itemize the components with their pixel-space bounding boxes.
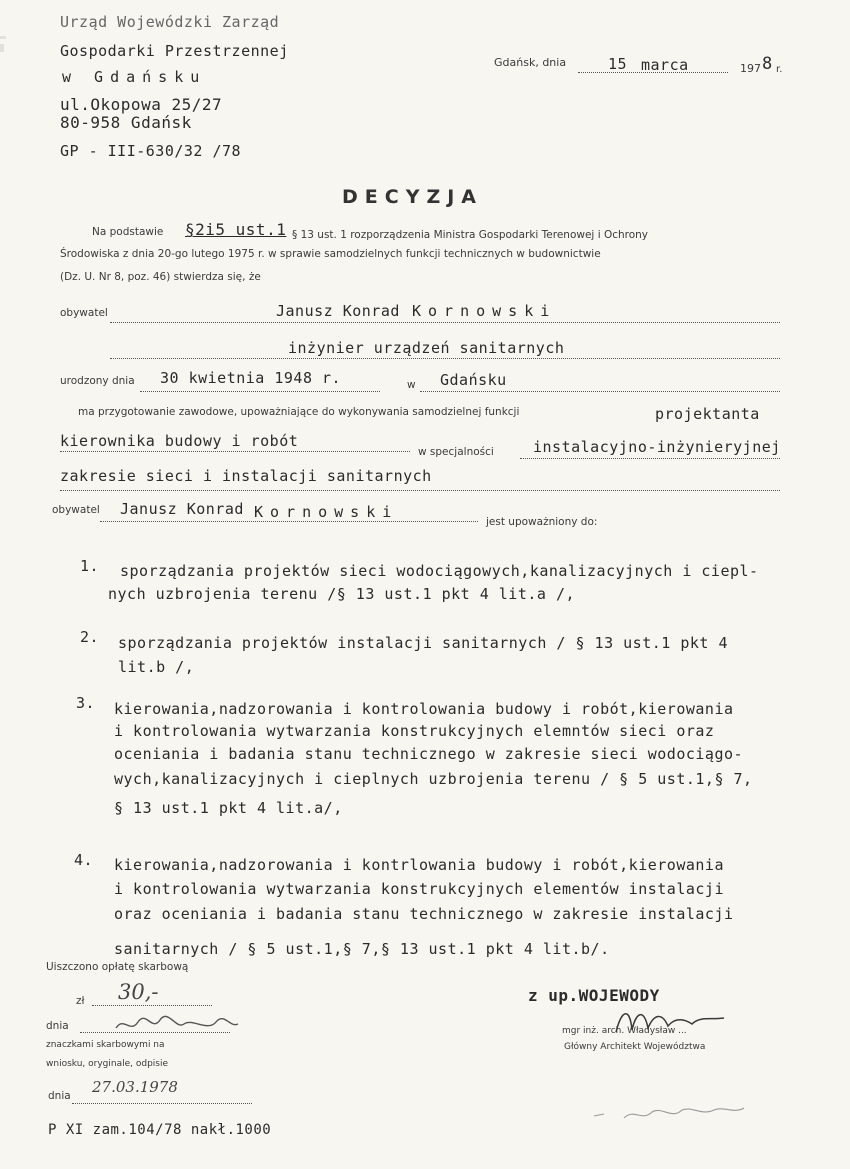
sender-line1: Urząd Wojewódzki Zarząd [60,13,280,31]
item-line: lit.b /, [118,658,195,676]
born-in-label: w [407,379,416,391]
born-date: 30 kwietnia 1948 r. [160,369,342,387]
item-number: 3. [76,694,96,712]
authorization-name: Janusz Konrad [120,500,244,518]
signature-role: Główny Architekt Województwa [564,1042,706,1052]
date-month: marca [641,56,689,74]
item-line: i kontrolowania wytwarzania konstrukcyjnych elementów instalacji [114,880,724,898]
item-line: kierowania,nadzorowania i kontrolowania budowy i robót,kierowania [114,700,734,718]
authorization-label: obywatel [52,504,100,516]
footer-print-info: P XI zam.104/78 nakł.1000 [48,1122,272,1138]
scan-speck [0,36,6,39]
scan-speck [0,44,4,52]
authorization-surname: Kornowski [254,503,399,521]
date-year-prefix: 197 [740,62,761,75]
authorization-suffix: jest upoważniony do: [486,516,598,528]
item-line: sporządzania projektów sieci wodociągowych,kanalizacyjnych i ciepl- [120,562,759,580]
fee-date-value: 27.03.1978 [92,1078,178,1096]
legal-line2: Środowiska z dnia 20-go lutego 1975 r. w sprawie samodzielnych funkcji technicznych w budownictwie [60,248,601,260]
item-line: oceniania i badania stanu technicznego w zakresie sieci wodociągo- [114,745,744,763]
qualification-specialty: instalacyjno-inżynieryjnej [533,438,781,456]
item-number: 2. [80,628,100,646]
legal-line3: (Dz. U. Nr 8, poz. 46) stwierdza się, że [60,271,261,283]
item-line: sanitarnych / § 5 ust.1,§ 7,§ 13 ust.1 pkt 4 lit.b/. [114,940,610,958]
item-line: oraz oceniania i badania stanu technicznego w zakresie instalacji [114,905,734,923]
person-title: inżynier urządzeń sanitarnych [288,339,565,357]
fee-line4: znaczkami skarbowymi na [46,1040,165,1050]
qualification-function1: projektanta [655,405,760,423]
specialty-label: w specjalności [418,446,494,458]
signature-name-line: mgr inż. arch. Władysław ... [562,1026,687,1036]
fee-line5: wniosku, oryginale, odpisie [46,1059,169,1069]
item-line: nych uzbrojenia terenu /§ 13 ust.1 pkt 4 lit.a /, [108,585,576,603]
item-line: sporządzania projektów instalacji sanitarnych / § 13 ust.1 pkt 4 [118,634,728,652]
legal-paragraph-typed: §2i5 ust.1 [185,220,287,239]
faint-scribble [590,1098,750,1128]
item-number: 1. [80,557,100,575]
born-place: Gdańsku [440,371,507,389]
sender-line3: w Gdańsku [62,68,207,86]
fee-date-label-2: dnia [48,1090,71,1102]
legal-line1: § 13 ust. 1 rozporządzenia Ministra Gospodarki Terenowej i Ochrony [292,229,649,241]
signature-stamp: z up.WOJEWODY [528,986,660,1005]
legal-prefix: Na podstawie [92,226,164,238]
item-line: § 13 ust.1 pkt 4 lit.a/, [114,799,343,817]
date-year-digit: 8 [762,54,773,74]
item-line: i kontrolowania wytwarzania konstrukcyjnych elemntów sieci oraz [114,722,715,740]
fee-zl-label: zł [76,995,85,1007]
item-number: 4. [74,851,94,869]
date-city-label: Gdańsk, dnia [494,56,567,69]
document-title: DECYZJA [342,186,484,208]
qualification-intro: ma przygotowanie zawodowe, upoważniające do wykonywania samodzielnej funkcji [78,406,520,418]
sender-street: ul.Okopowa 25/27 [60,95,223,114]
person-name: Janusz Konrad [276,302,400,320]
sender-postal: 80-958 Gdańsk [60,113,192,132]
person-label: obywatel [60,307,108,319]
fee-amount: 30,- [118,980,159,1004]
qualification-scope: zakresie sieci i instalacji sanitarnych [60,467,432,485]
item-line: kierowania,nadzorowania i kontrlowania budowy i robót,kierowania [114,856,724,874]
person-surname: Kornowski [412,302,557,320]
sender-line2: Gospodarki Przestrzennej [60,42,289,60]
qualification-function2: kierownika budowy i robót [60,432,299,450]
date-day: 15 [608,55,628,73]
handwritten-scribble [112,1012,242,1036]
fee-date-label: dnia [46,1020,69,1032]
fee-line1: Uiszczono opłatę skarbową [46,961,189,973]
reference-number: GP - III-630/32 /78 [60,142,242,160]
born-label: urodzony dnia [60,375,135,387]
item-line: wych,kanalizacyjnych i cieplnych uzbrojenia terenu / § 5 ust.1,§ 7, [114,770,753,788]
date-year-suffix: r. [776,64,783,75]
